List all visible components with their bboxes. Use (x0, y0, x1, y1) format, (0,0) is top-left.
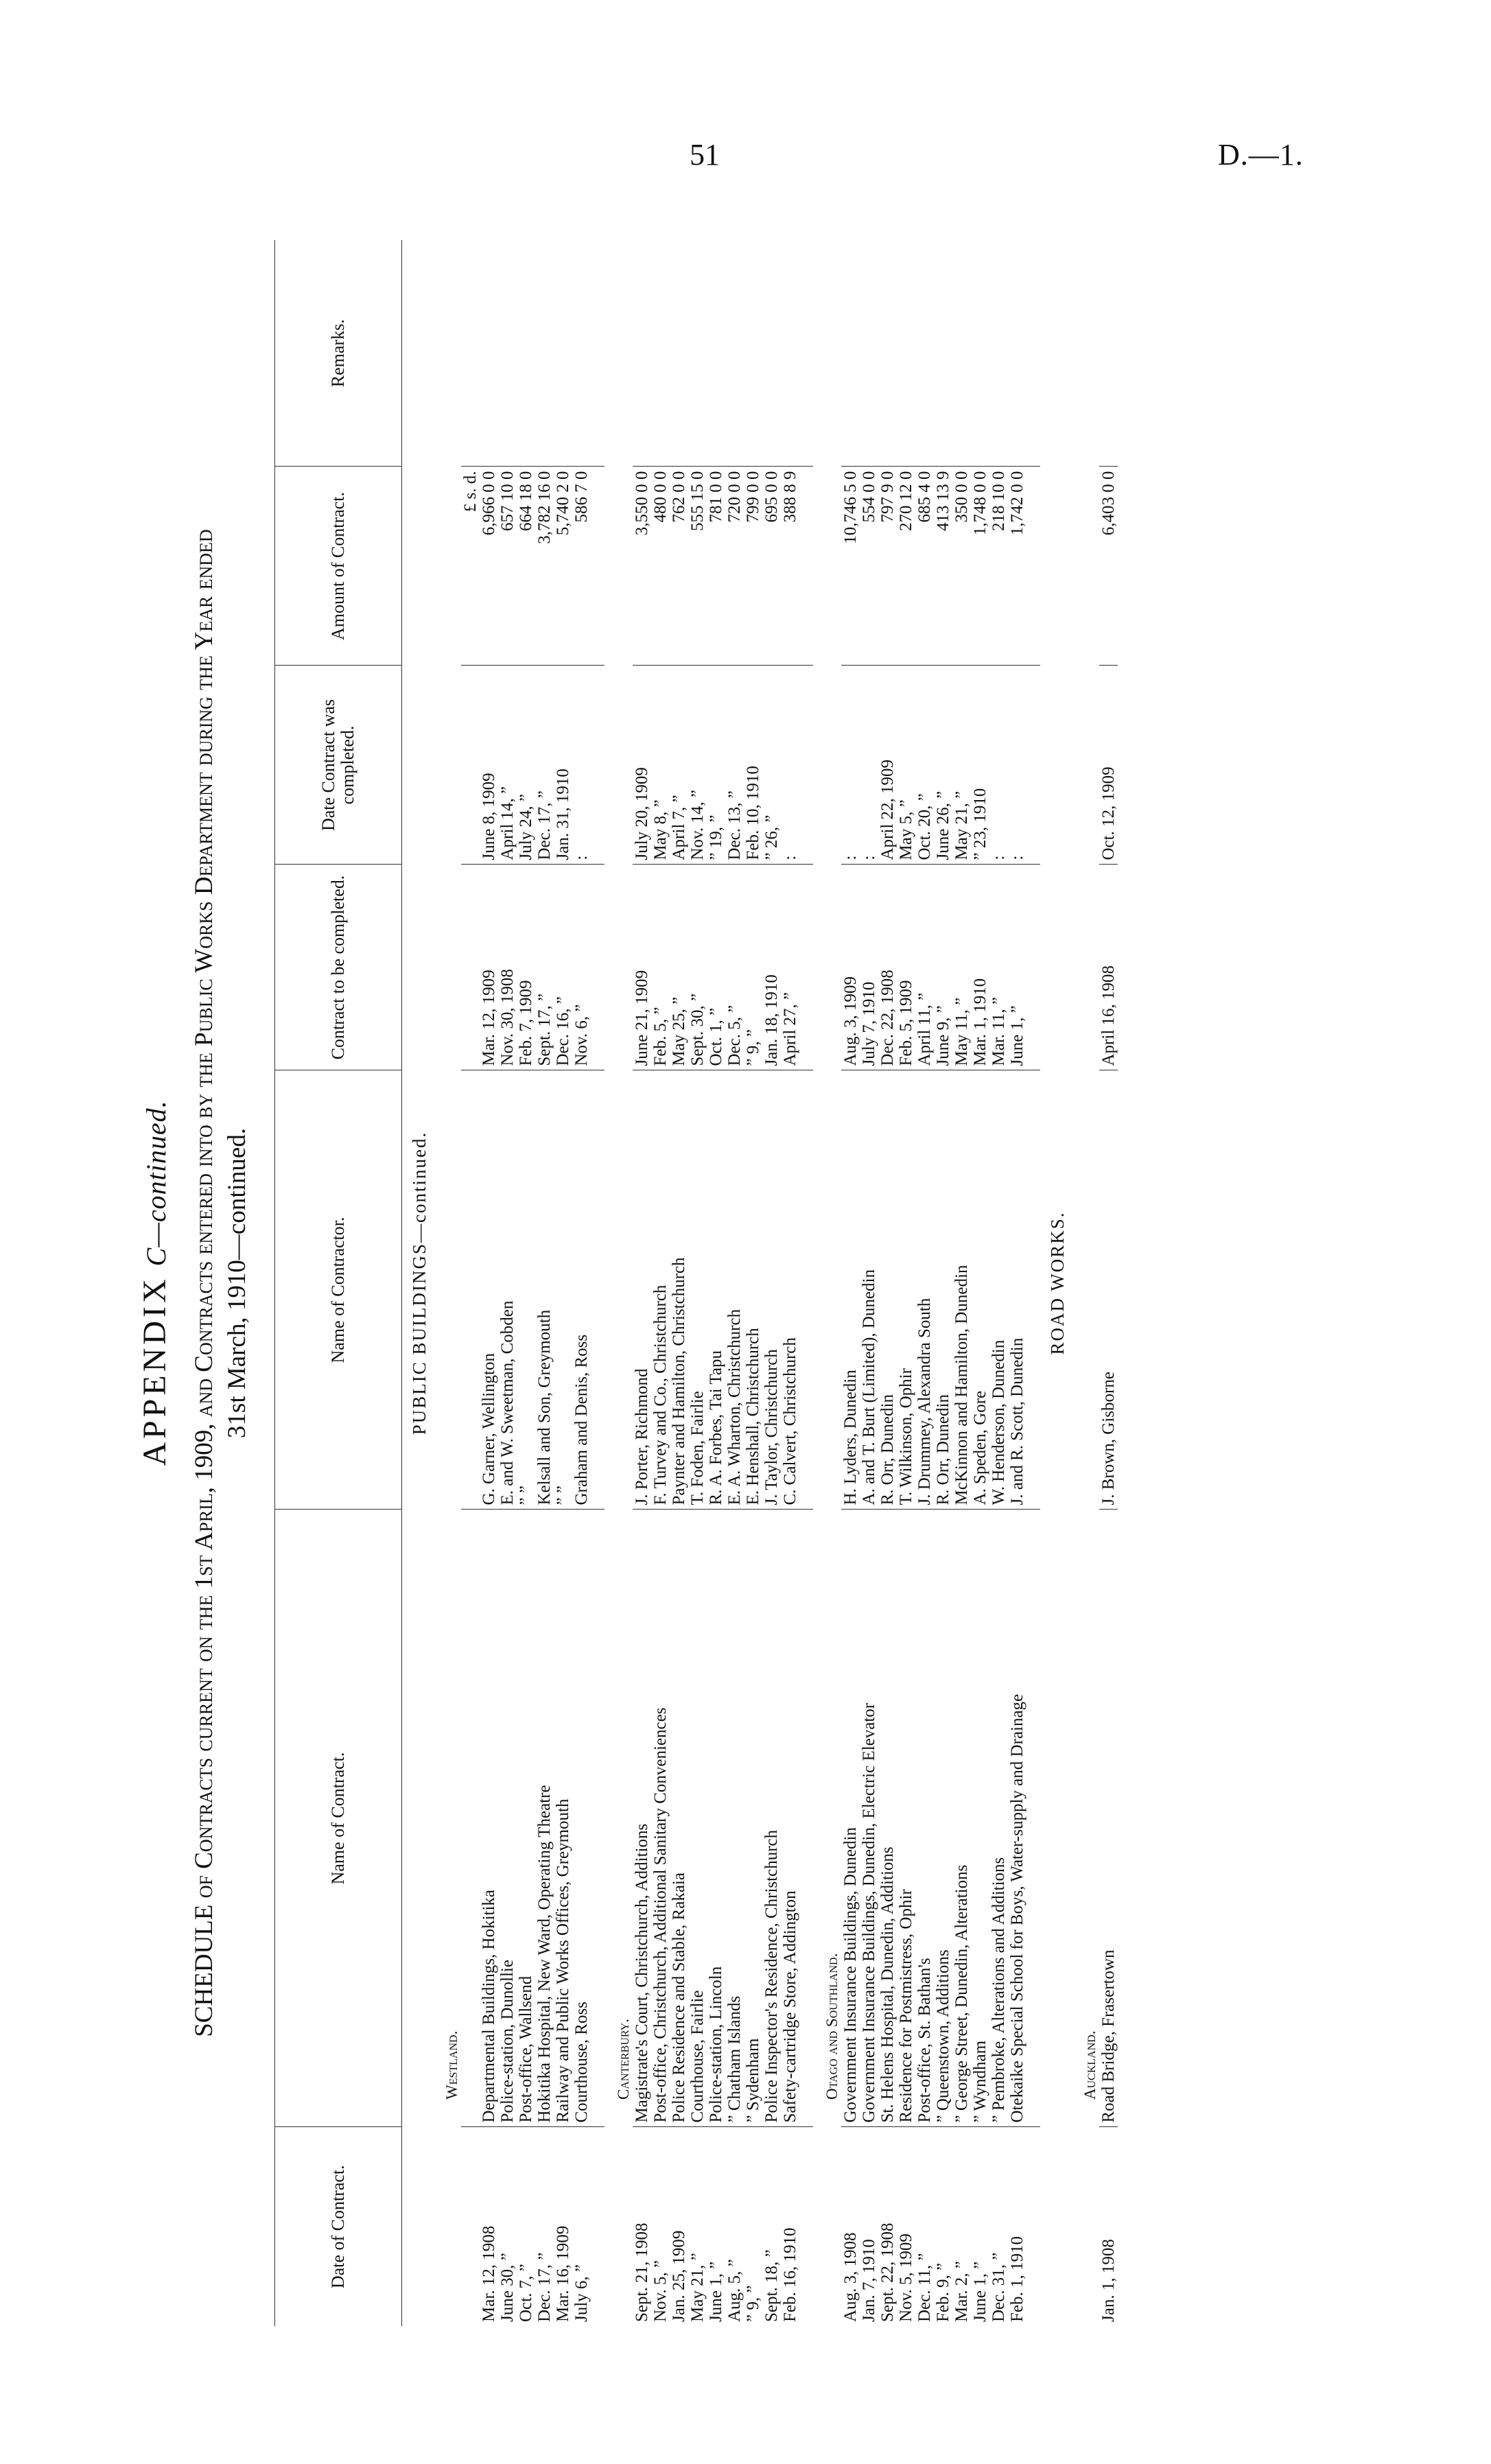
table-row (878, 240, 897, 2326)
contract-amount: 555 15 0 (688, 467, 707, 666)
contract-name: Magistrate's Court, Christchurch, Additions (633, 1510, 651, 2127)
contract-amount: 781 0 0 (707, 467, 725, 666)
table-row (897, 240, 915, 2326)
contract-date: Sept. 18, ” (762, 2127, 781, 2326)
date-completed: : (781, 666, 799, 865)
contract-date: Feb. 16, 1910 (781, 2127, 799, 2326)
contract-amount: 695 0 0 (762, 467, 781, 666)
contract-amount: 664 18 0 (517, 467, 535, 666)
remarks (952, 240, 971, 467)
to-be-completed: Nov. 6, ” (572, 865, 591, 1070)
contractor-name: J. Brown, Gisborne (1099, 1070, 1118, 1510)
contract-date: Dec. 11, ” (915, 2127, 934, 2326)
contract-date: June 30, ” (498, 2127, 517, 2326)
remarks (897, 240, 915, 467)
col-contract-name-header: Name of Contract. (275, 1510, 402, 2127)
table-row (651, 240, 670, 2326)
contractor-name: R. Orr, Dunedin (878, 1070, 897, 1510)
to-be-completed: Dec. 16, ” (554, 865, 572, 1070)
contract-name: Railway and Public Works Offices, Greymouth (554, 1510, 572, 2127)
remarks (670, 240, 688, 467)
contract-amount: 10,746 5 0 (841, 467, 860, 666)
contract-date: Jan. 25, 1909 (670, 2127, 688, 2326)
col-remarks-header: Remarks. (275, 240, 402, 467)
contract-amount: 799 0 0 (744, 467, 762, 666)
region-otago: Otago and Southland. (823, 1953, 841, 2100)
date-completed: May 5, ” (897, 666, 915, 865)
contractor-name: Graham and Denis, Ross (572, 1070, 591, 1510)
contract-date: May 21, ” (688, 2127, 707, 2326)
contract-date: Jan. 1, 1908 (1099, 2127, 1118, 2326)
contract-date: ” 9, ” (744, 2127, 762, 2326)
remarks (1008, 240, 1026, 467)
contract-name: Police-station, Dunollie (498, 1510, 517, 2127)
contractor-name: F. Turvey and Co., Christchurch (651, 1070, 670, 1510)
contract-amount: 797 9 0 (878, 467, 897, 666)
date-completed: : (989, 666, 1008, 865)
date-completed: : (860, 666, 878, 865)
table-row (860, 240, 878, 2326)
contractor-name: Paynter and Hamilton, Christchurch (670, 1070, 688, 1510)
contract-amount: 480 0 0 (651, 467, 670, 666)
document-reference: D.—1. (1218, 138, 1304, 172)
table-row (633, 240, 651, 2326)
contract-date: Aug. 3, 1908 (841, 2127, 860, 2326)
remarks (725, 240, 744, 467)
table-row (670, 240, 688, 2326)
contractor-name: E. A. Wharton, Christchurch (725, 1070, 744, 1510)
contract-date: Mar. 16, 1909 (554, 2127, 572, 2326)
contract-name: Government Insurance Buildings, Dunedin, Electric Elevator (860, 1510, 878, 2127)
contract-amount: 1,748 0 0 (971, 467, 989, 666)
remarks (860, 240, 878, 467)
contract-date: Sept. 22, 1908 (878, 2127, 897, 2326)
contract-date: Aug. 5, ” (725, 2127, 744, 2326)
date-completed: ” 26, ” (762, 666, 781, 865)
to-be-completed: Nov. 30, 1908 (498, 865, 517, 1070)
remarks (762, 240, 781, 467)
contract-name: ” Sydenham (744, 1510, 762, 2127)
region-westland: Westland. (443, 2030, 460, 2100)
to-be-completed: April 16, 1908 (1099, 865, 1118, 1070)
to-be-completed: ” 9, ” (744, 865, 762, 1070)
contract-amount: 6,966 0 0 (480, 467, 498, 666)
contract-name: Departmental Buildings, Hokitika (480, 1510, 498, 2127)
spacer-row (1026, 240, 1040, 2326)
table-row (480, 240, 498, 2326)
col-date-header: Date of Contract. (275, 2127, 402, 2326)
date-completed: July 20, 1909 (633, 666, 651, 865)
contract-name: Government Insurance Buildings, Dunedin (841, 1510, 860, 2127)
date-completed: July 24, ” (517, 666, 535, 865)
remarks (878, 240, 897, 467)
contract-amount: 586 7 0 (572, 467, 591, 666)
region-auckland: Auckland. (1081, 2030, 1099, 2100)
contractor-name: E. Henshall, Christchurch (744, 1070, 762, 1510)
contract-name: Police Inspector's Residence, Christchurch (762, 1510, 781, 2127)
contract-date: June 1, ” (707, 2127, 725, 2326)
remarks (572, 240, 591, 467)
table-row (707, 240, 725, 2326)
contractor-name: G. Garner, Wellington (480, 1070, 498, 1510)
contract-amount: 762 0 0 (670, 467, 688, 666)
to-be-completed: April 11, ” (915, 865, 934, 1070)
contract-date: July 6, ” (572, 2127, 591, 2326)
date-completed: : (1008, 666, 1026, 865)
appendix-title (136, 240, 174, 2326)
table-row (971, 240, 989, 2326)
contract-name: Police-station, Lincoln (707, 1510, 725, 2127)
contract-date: Feb. 9, ” (934, 2127, 952, 2326)
date-completed: Dec. 13, ” (725, 666, 744, 865)
table-row (934, 240, 952, 2326)
table-row (952, 240, 971, 2326)
table-row (725, 240, 744, 2326)
to-be-completed: June 1, ” (1008, 865, 1026, 1070)
remarks (971, 240, 989, 467)
contractor-name: A. and T. Burt (Limited), Dunedin (860, 1070, 878, 1510)
remarks (535, 240, 554, 467)
region-auckland-row (1071, 240, 1099, 2326)
contract-amount: 388 8 9 (781, 467, 799, 666)
contractor-name: E. and W. Sweetman, Cobden (498, 1070, 517, 1510)
contract-date: Dec. 17, ” (535, 2127, 554, 2326)
contractor-name: J. Drummey, Alexandra South (915, 1070, 934, 1510)
remarks (989, 240, 1008, 467)
contract-date: Sept. 21, 1908 (633, 2127, 651, 2326)
to-be-completed: Aug. 3, 1909 (841, 865, 860, 1070)
col-amount-header: Amount of Contract. (275, 467, 402, 666)
contracts-table (274, 240, 1118, 2326)
contractor-name: R. Orr, Dunedin (934, 1070, 952, 1510)
contract-name: Post-office, St. Bathan's (915, 1510, 934, 2127)
table-row (535, 240, 554, 2326)
remarks (1099, 240, 1118, 467)
contract-name: Courthouse, Ross (572, 1510, 591, 2127)
contract-name: Residence for Postmistress, Ophir (897, 1510, 915, 2127)
currency-units: £ s. d. (461, 467, 480, 666)
contract-amount: 3,782 16 0 (535, 467, 554, 666)
page-number: 51 (690, 138, 720, 172)
table-row (554, 240, 572, 2326)
to-be-completed: Mar. 11, ” (989, 865, 1008, 1070)
remarks (554, 240, 572, 467)
contract-name: Otekaike Special School for Boys, Water-supply and Drainage (1008, 1510, 1026, 2127)
contract-amount: 657 10 0 (498, 467, 517, 666)
date-completed: June 8, 1909 (480, 666, 498, 865)
contract-name: ” Queenstown, Additions (934, 1510, 952, 2127)
contractor-name: McKinnon and Hamilton, Dunedin (952, 1070, 971, 1510)
contractor-name: C. Calvert, Christchurch (781, 1070, 799, 1510)
to-be-completed: Oct. 1, ” (707, 865, 725, 1070)
to-be-completed: Jan. 18, 1910 (762, 865, 781, 1070)
to-be-completed: Feb. 5, ” (651, 865, 670, 1070)
date-completed: May 21, ” (952, 666, 971, 865)
date-completed: Oct. 20, ” (915, 666, 934, 865)
table-row (841, 240, 860, 2326)
to-be-completed: June 21, 1909 (633, 865, 651, 1070)
to-be-completed: June 9, ” (934, 865, 952, 1070)
contract-date: Nov. 5, ” (651, 2127, 670, 2326)
contract-name: ” Wyndham (971, 1510, 989, 2127)
contract-name: ” Chatham Islands (725, 1510, 744, 2127)
contract-date: Feb. 1, 1910 (1008, 2127, 1026, 2326)
date-completed: : (841, 666, 860, 865)
section-road-works: ROAD WORKS. (1047, 1211, 1068, 1355)
contract-name: St. Helens Hospital, Dunedin, Additions (878, 1510, 897, 2127)
to-be-completed: Mar. 1, 1910 (971, 865, 989, 1070)
date-completed: : (572, 666, 591, 865)
to-be-completed: July 7, 1910 (860, 865, 878, 1070)
remarks (633, 240, 651, 467)
contract-amount: 6,403 0 0 (1099, 467, 1118, 666)
to-be-completed: Sept. 17, ” (535, 865, 554, 1070)
table-header-row (275, 240, 402, 2326)
contractor-name: J. Taylor, Christchurch (762, 1070, 781, 1510)
table-row (517, 240, 535, 2326)
table-row (1008, 240, 1026, 2326)
contractor-name: ” ” (517, 1070, 535, 1510)
remarks (480, 240, 498, 467)
date-completed: ” 19, ” (707, 666, 725, 865)
table-row (1099, 240, 1118, 2326)
remarks (651, 240, 670, 467)
rotated-schedule (124, 240, 1379, 2326)
contractor-name: R. A. Forbes, Tai Tapu (707, 1070, 725, 1510)
contract-amount: 554 0 0 (860, 467, 878, 666)
to-be-completed: Dec. 5, ” (725, 865, 744, 1070)
remarks (841, 240, 860, 467)
contract-date: Jan. 7, 1910 (860, 2127, 878, 2326)
to-be-completed: Feb. 5, 1909 (897, 865, 915, 1070)
table-body (402, 240, 1118, 2326)
table-row (688, 240, 707, 2326)
region-canterbury-row (604, 240, 633, 2326)
contract-amount: 720 0 0 (725, 467, 744, 666)
date-completed: Oct. 12, 1909 (1099, 666, 1118, 865)
contractor-name: ” ” (554, 1070, 572, 1510)
date-completed: April 14, ” (498, 666, 517, 865)
remarks (707, 240, 725, 467)
contract-name: ” Pembroke, Alterations and Additions (989, 1510, 1008, 2127)
contractor-name: J. Porter, Richmond (633, 1070, 651, 1510)
remarks (498, 240, 517, 467)
contractor-name: Kelsall and Son, Greymouth (535, 1070, 554, 1510)
schedule-subtitle-line2: 31st March, 1910—continued. (223, 1127, 251, 1439)
to-be-completed: May 25, ” (670, 865, 688, 1070)
contract-amount: 413 13 9 (934, 467, 952, 666)
spacer-row (799, 240, 813, 2326)
contractor-name: J. and R. Scott, Dunedin (1008, 1070, 1026, 1510)
to-be-completed: May 11, ” (952, 865, 971, 1070)
contract-amount: 1,742 0 0 (1008, 467, 1026, 666)
table-row (744, 240, 762, 2326)
remarks (517, 240, 535, 467)
contract-amount: 270 12 0 (897, 467, 915, 666)
date-completed: May 8, ” (651, 666, 670, 865)
col-completed-header: Date Contract was completed. (275, 666, 402, 865)
date-completed: June 26, ” (934, 666, 952, 865)
section-road-works-row (1040, 240, 1071, 2326)
date-completed: Feb. 10, 1910 (744, 666, 762, 865)
to-be-completed: Dec. 22, 1908 (878, 865, 897, 1070)
region-canterbury: Canterbury. (615, 2019, 632, 2100)
table-row (572, 240, 591, 2326)
contract-date: Oct. 7, ” (517, 2127, 535, 2326)
contract-date: Mar. 2, ” (952, 2127, 971, 2326)
contract-amount: 685 4 0 (915, 467, 934, 666)
appendix-suffix: C—continued. (141, 1100, 172, 1267)
to-be-completed: Feb. 7, 1909 (517, 865, 535, 1070)
contract-name: Post-office, Wallsend (517, 1510, 535, 2127)
contract-name: Police Residence and Stable, Rakaia (670, 1510, 688, 2127)
contract-date: Mar. 12, 1908 (480, 2127, 498, 2326)
contract-name: Road Bridge, Frasertown (1099, 1510, 1118, 2127)
table-row (781, 240, 799, 2326)
contract-name: Courthouse, Fairlie (688, 1510, 707, 2127)
contract-date: Dec. 31, ” (989, 2127, 1008, 2326)
contractor-name: T. Wilkinson, Ophir (897, 1070, 915, 1510)
section-public-buildings-row (402, 240, 434, 2326)
date-completed: ” 23, 1910 (971, 666, 989, 865)
col-to-be-completed-header: Contract to be completed. (275, 865, 402, 1070)
table-row (989, 240, 1008, 2326)
date-completed: Nov. 14, ” (688, 666, 707, 865)
remarks (915, 240, 934, 467)
contract-name: Post-office, Christchurch, Additional Sanitary Conveniences (651, 1510, 670, 2127)
date-completed: Jan. 31, 1910 (554, 666, 572, 865)
contractor-name: T. Foden, Fairlie (688, 1070, 707, 1510)
contract-amount: 3,550 0 0 (633, 467, 651, 666)
schedule-subtitle-line1: SCHEDULE of Contracts current on the 1st April, 1909, and Contracts entered into by the Public Works Department during the Year ended (190, 529, 218, 2037)
remarks (934, 240, 952, 467)
contract-name: ” George Street, Dunedin, Alterations (952, 1510, 971, 2127)
section-public-buildings: PUBLIC BUILDINGS—continued. (409, 1131, 430, 1435)
contract-amount: 350 0 0 (952, 467, 971, 666)
contractor-name: H. Lyders, Dunedin (841, 1070, 860, 1510)
contractor-name: A. Speden, Gore (971, 1070, 989, 1510)
table-row (498, 240, 517, 2326)
contract-amount: 218 10 0 (989, 467, 1008, 666)
date-completed: April 7, ” (670, 666, 688, 865)
contract-date: June 1, ” (971, 2127, 989, 2326)
table-row (762, 240, 781, 2326)
to-be-completed: Sept. 30, ” (688, 865, 707, 1070)
col-contractor-header: Name of Contractor. (275, 1070, 402, 1510)
date-completed: Dec. 17, ” (535, 666, 554, 865)
region-otago-row (813, 240, 841, 2326)
contract-name: Safety-cartridge Store, Addington (781, 1510, 799, 2127)
contract-date: Nov. 5, 1909 (897, 2127, 915, 2326)
contract-name: Hokitika Hospital, New Ward, Operating Theatre (535, 1510, 554, 2127)
appendix-label: APPENDIX (137, 1276, 173, 1466)
to-be-completed: April 27, ” (781, 865, 799, 1070)
remarks (744, 240, 762, 467)
contractor-name: W. Henderson, Dunedin (989, 1070, 1008, 1510)
remarks (688, 240, 707, 467)
table-row (915, 240, 934, 2326)
to-be-completed: Mar. 12, 1909 (480, 865, 498, 1070)
date-completed: April 22, 1909 (878, 666, 897, 865)
spacer-row (591, 240, 604, 2326)
region-westland-row (433, 240, 461, 2326)
currency-row (461, 240, 480, 2326)
remarks (781, 240, 799, 467)
contract-amount: 5,740 2 0 (554, 467, 572, 666)
